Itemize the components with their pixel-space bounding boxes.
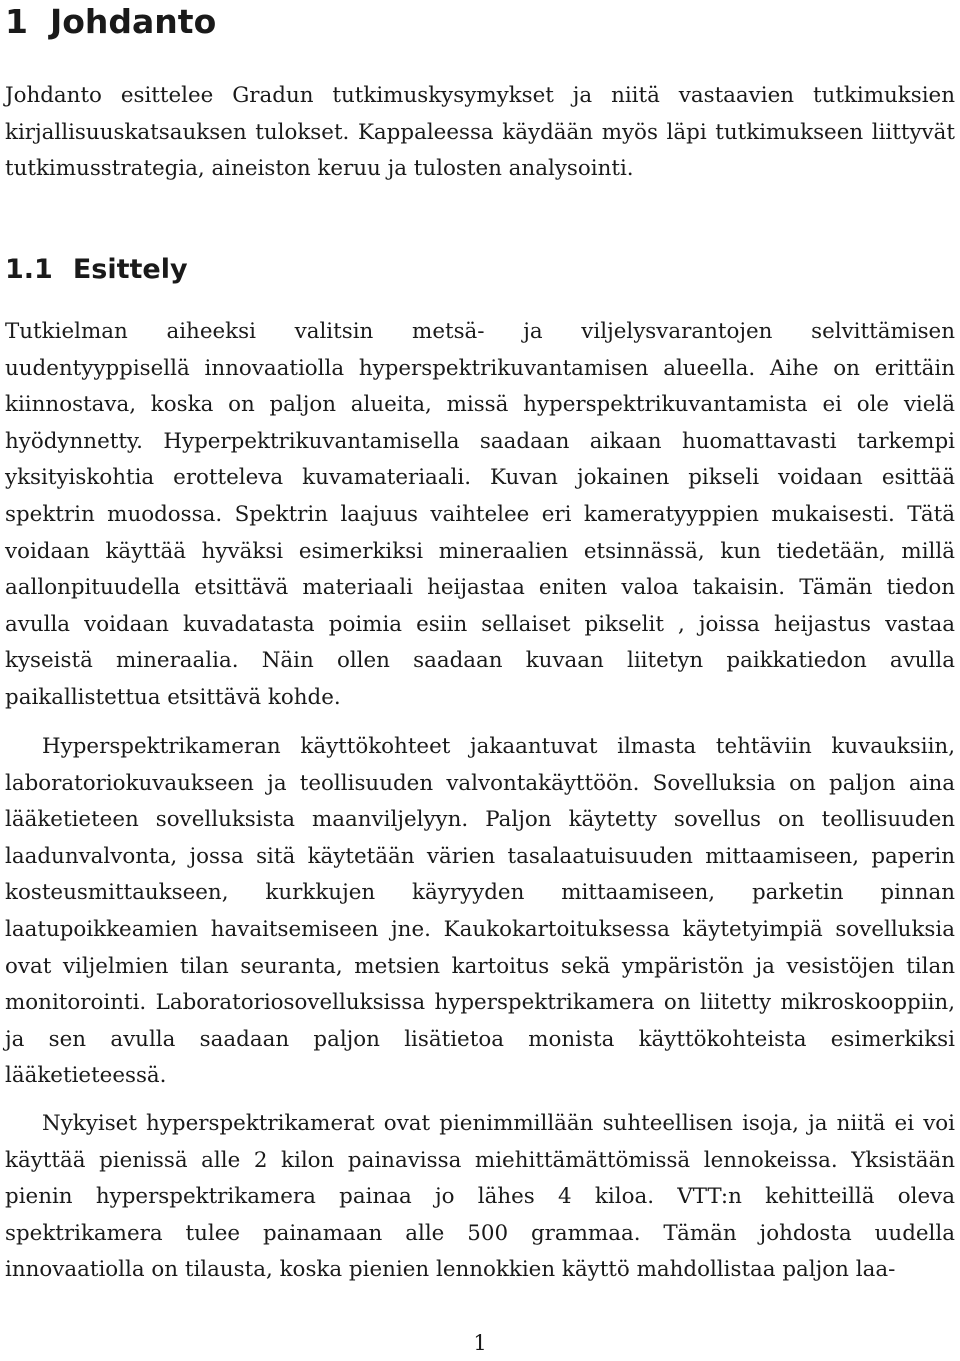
section-number: 1.1 <box>5 254 53 285</box>
section-heading <box>5 253 188 287</box>
intro-paragraph: Johdanto esittelee Gradun tutkimuskysymykset ja niitä vastaavien tutkimuksien kirjallisuuskatsauksen tulokset. Kappaleessa käydään myös läpi tutkimukseen liittyvät tutkimusstrategia, aineiston keruu ja tulosten analysointi. <box>5 83 955 182</box>
section-title: Esittely <box>72 254 188 285</box>
body-paragraph: Nykyiset hyperspektrikamerat ovat pienimmillään suhteellisen isoja, ja niitä ei voi käyttää pienissä alle 2 kilon painavissa miehittämättömissä lennokeissa. Yksistään pienin hyperspektrikamera painaa jo lähes 4 kiloa. VTT:n kehitteillä oleva spektrikamera tulee painamaan alle 500 grammaa. Tämän johdosta uudella innovaatiolla on tilausta, koska pienien lennokkien käyttö mahdollistaa paljon laa- <box>5 1111 955 1283</box>
chapter-heading <box>5 2 216 42</box>
body-paragraph: Hyperspektrikameran käyttökohteet jakaantuvat ilmasta tehtäviin kuvauksiin, laboratoriokuvaukseen ja teollisuuden valvontakäyttöön. Sovelluksia on paljon aina lääketieteen sovelluksista maanviljelyyn. Paljon käytetty sovellus on teollisuuden laadunvalvonta, jossa sitä käytetään värien tasalaatuisuuden mittaamiseen, paperin kosteusmittaukseen, kurkkujen käyryyden mittaamiseen, parketin pinnan laatupoikkeamien havaitsemiseen jne. Kaukokartoituksessa käytetyimpiä sovelluksia ovat viljelmien tilan seuranta, metsien kartoitus sekä ympäristön ja vesistöjen tilan monitorointi. Laboratoriosovelluksissa hyperspektrikamera on liitetty mikroskooppiin, ja sen avulla saadaan paljon lisätietoa monista käyttökohteista esimerkiksi lääketieteessä. <box>5 734 955 1089</box>
page-number: 1 <box>473 1331 487 1355</box>
chapter-title: Johdanto <box>49 2 217 41</box>
chapter-number: 1 <box>5 2 28 41</box>
body-paragraph: Tutkielman aiheeksi valitsin metsä- ja viljelysvarantojen selvittämisen uudentyyppisellä innovaatiolla hyperspektrikuvantamisen alueella. Aihe on erittäin kiinnostava, koska on paljon alueita, missä hyperspektrikuvantamista ei ole vielä hyödynnetty. Hyperpektrikuvantamisella saadaan aikaan huomattavasti tarkempi yksityiskohtia erotteleva kuvamateriaali. Kuvan jokainen pikseli voidaan esittää spektrin muodossa. Spektrin laajuus vaihtelee eri kameratyyppien mukaisesti. Tätä voidaan käyttää hyväksi esimerkiksi mineraalien etsinnässä, kun tiedetään, millä aallonpituudella etsittävä materiaali heijastaa eniten valoa takaisin. Tämän tiedon avulla voidaan kuvadatasta poimia esiin sellaiset pikselit , joissa heijastus vastaa kyseistä mineraalia. Näin ollen saadaan kuvaan liitetyn paikkatiedon avulla paikallistettua etsittävä kohde. <box>5 319 955 710</box>
